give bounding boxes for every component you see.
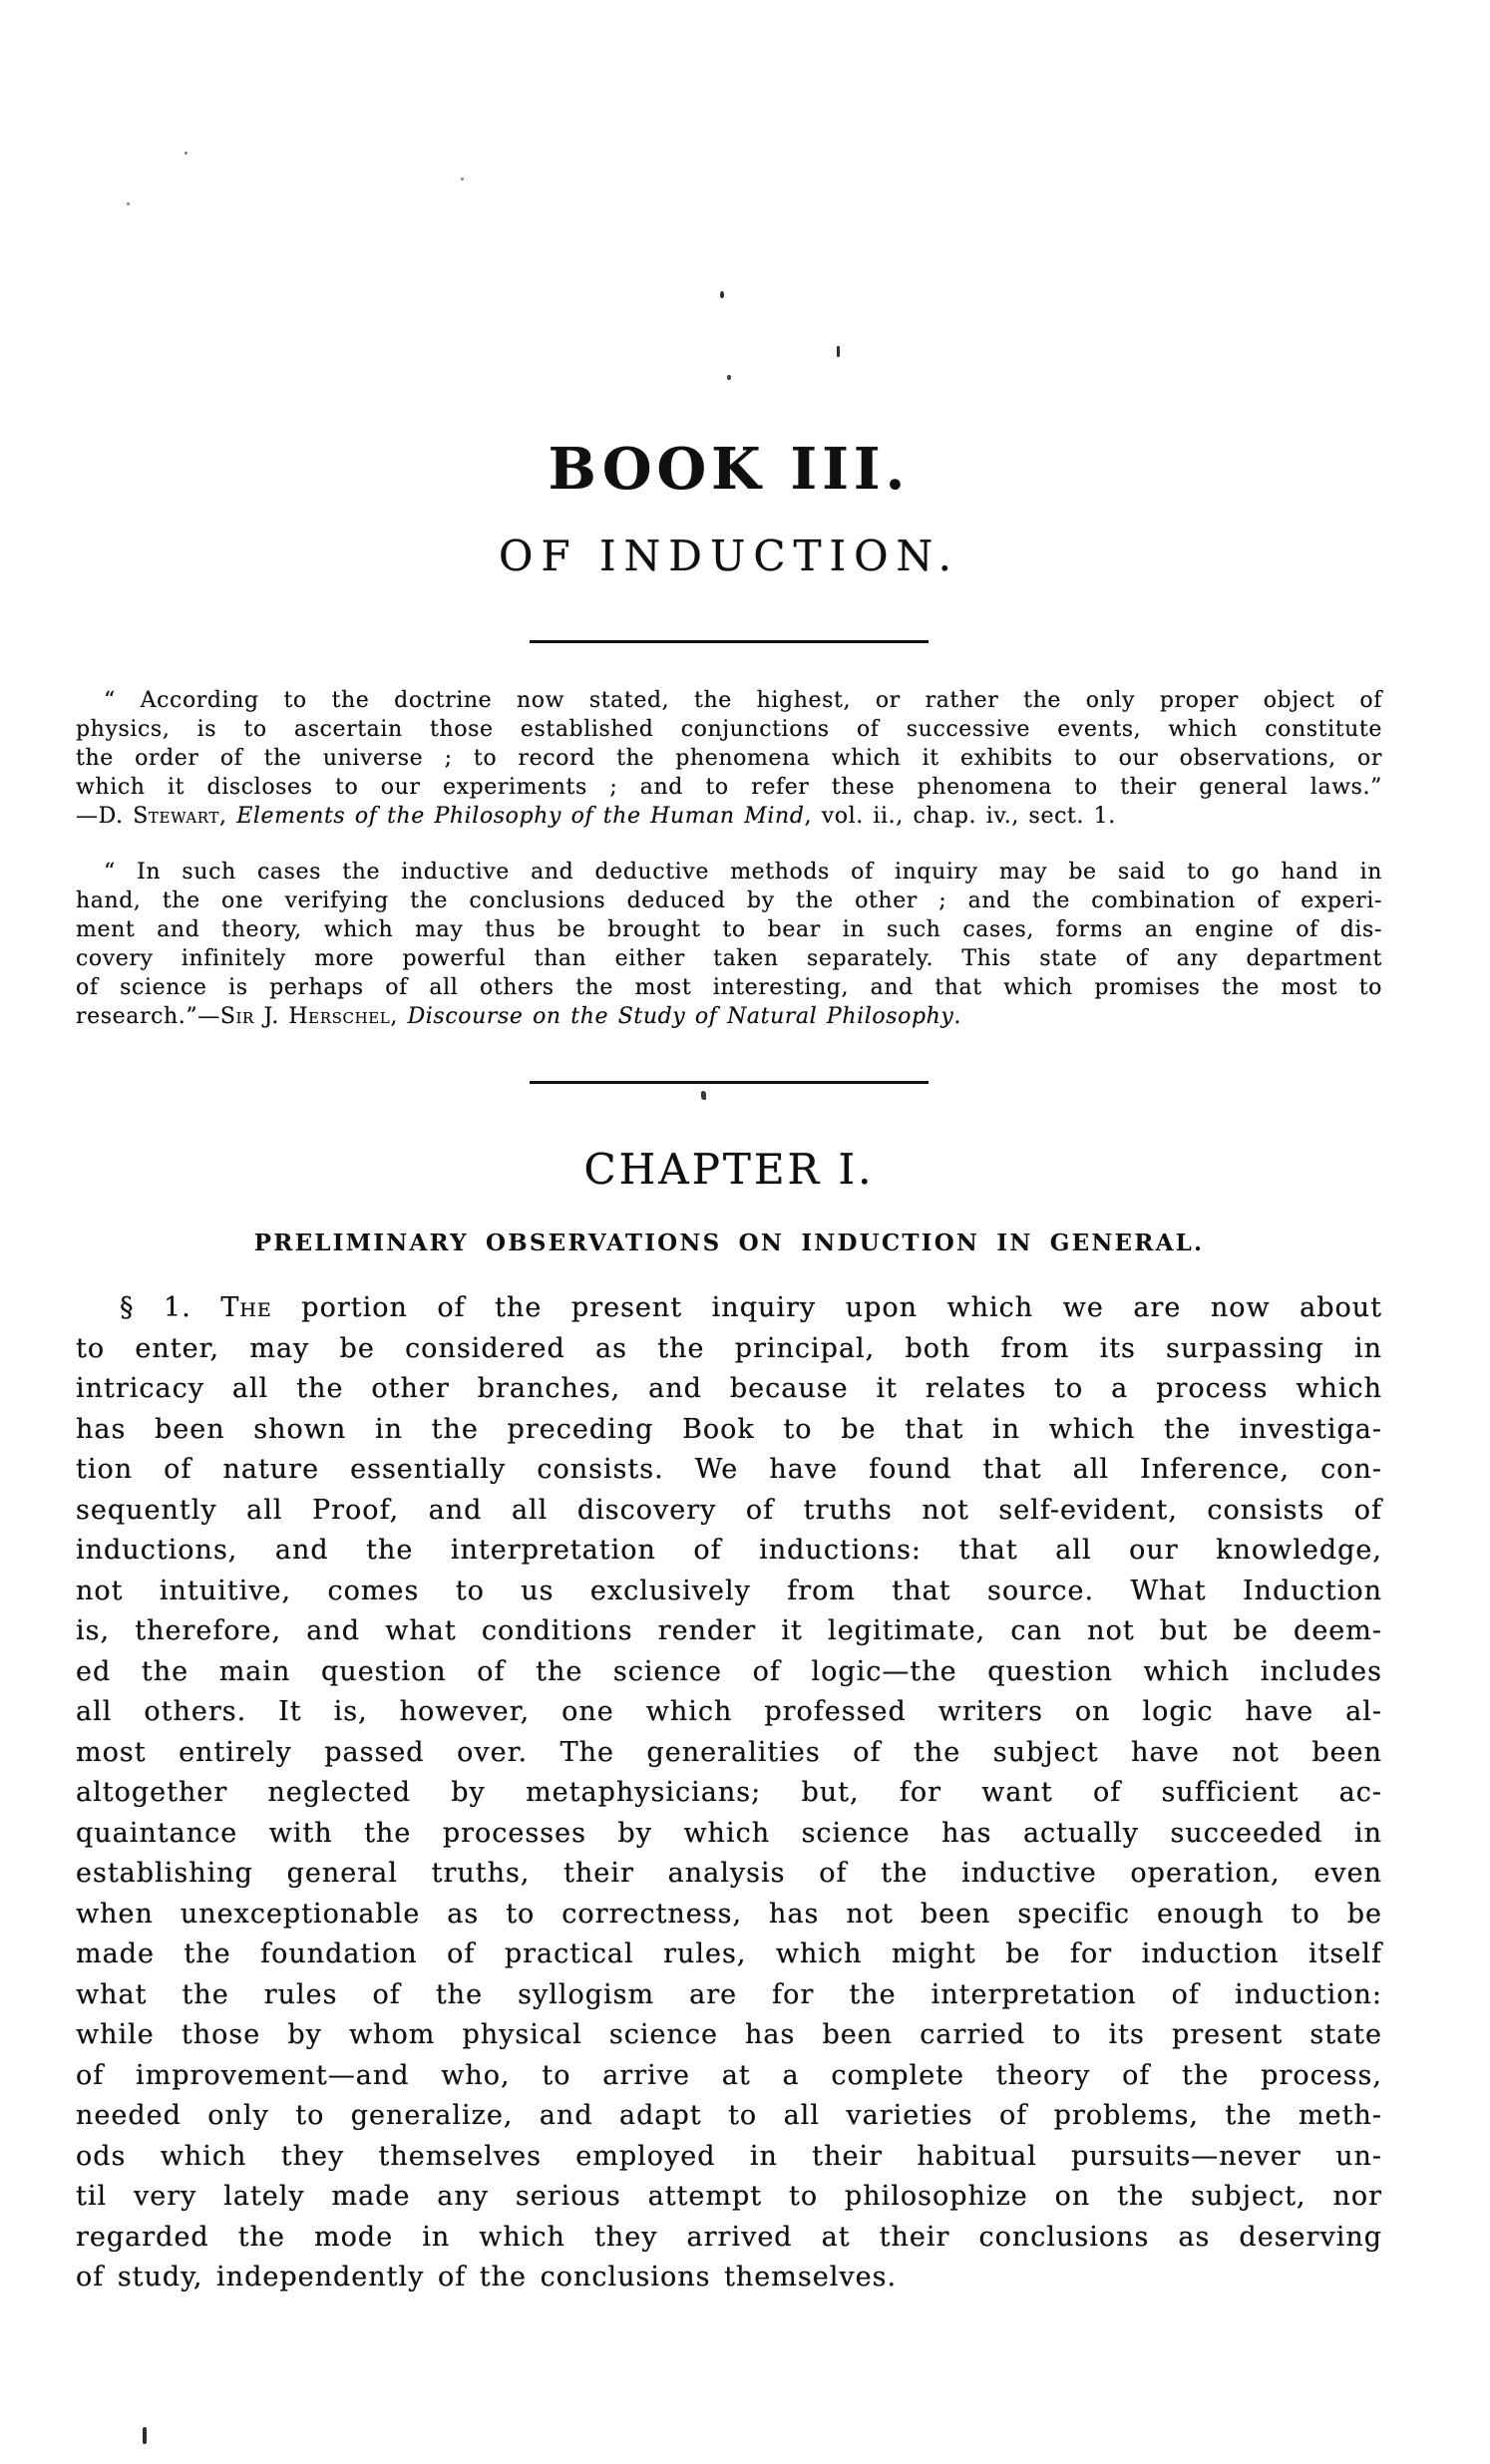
text-segment: hand, the one verifying the conclusions deduced by the other ; and the combination of experi- [76, 888, 1382, 913]
text-segment: Discourse on the Study of Natural Philosophy [407, 1004, 954, 1029]
ink-speck [837, 346, 840, 357]
text-segment: what the rules of the syllogism are for the interpretation of induction: [76, 1978, 1382, 2010]
text-line [76, 1935, 1382, 1975]
text-segment: needed only to generalize, and adapt to all varieties of problems, the meth- [76, 2100, 1382, 2131]
text-segment: altogether neglected by metaphysicians; but, for want of sufficient ac- [76, 1777, 1382, 1808]
text-segment: physics, is to ascertain those established conjunctions of successive events, which constitute [76, 717, 1382, 742]
text-line [76, 1288, 1382, 1329]
ink-speck [701, 1091, 706, 1100]
text-line [76, 1369, 1382, 1410]
text-line [76, 2137, 1382, 2178]
text-line [76, 1975, 1382, 2016]
text-segment: Elements of the Philosophy of the Human Mind [236, 804, 805, 829]
text-segment: the order of the universe ; to record the phenomena which it exhibits to our observations, or [76, 746, 1382, 771]
text-segment: til very lately made any serious attempt to philosophize on the subject, nor [76, 2181, 1382, 2212]
text-segment: regarded the mode in which they arrived at their conclusions as deserving [76, 2221, 1382, 2253]
text-segment: which it discloses to our experiments ; and to refer these phenomena to their general laws.” [76, 775, 1382, 800]
text-segment: quaintance with the processes by which science has actually succeeded in [76, 1817, 1382, 1849]
epigraph-stewart [76, 686, 1382, 831]
text-line [76, 2258, 1382, 2298]
text-segment: ed the main question of the science of logic—the question which includes [76, 1655, 1382, 1687]
text-line [76, 1854, 1382, 1895]
text-segment: , [219, 804, 237, 829]
text-segment: research.”— [76, 1004, 220, 1029]
text-segment: all others. It is, however, one which professed writers on logic have al- [76, 1696, 1382, 1727]
text-line [76, 1652, 1382, 1693]
text-segment: . [953, 1004, 962, 1029]
body-paragraph [76, 1288, 1382, 2298]
text-segment: “ In such cases the inductive and deductive methods of inquiry may be said to go hand in [104, 860, 1382, 884]
text-segment: of improvement—and who, to arrive at a complete theory of the process, [76, 2059, 1382, 2091]
text-segment: not intuitive, comes to us exclusively from that source. What Induction [76, 1575, 1382, 1606]
text-line [76, 1410, 1382, 1451]
text-line [76, 1329, 1382, 1370]
divider-rule-top [530, 640, 929, 643]
text-segment: —D. [76, 804, 134, 829]
ink-speck [461, 177, 464, 180]
text-segment: most entirely passed over. The generalities of the subject have not been [76, 1736, 1382, 1768]
text-segment: “ According to the doctrine now stated, the highest, or rather the only proper object of [104, 688, 1382, 713]
text-line [76, 1692, 1382, 1733]
ink-speck [727, 375, 731, 380]
text-line [76, 802, 1382, 831]
text-segment: § 1. [120, 1292, 221, 1323]
text-line [76, 744, 1382, 773]
text-segment: ment and theory, which may thus be brought to bear in such cases, forms an engine of dis- [76, 917, 1382, 942]
text-segment: of study, independently of the conclusions themselves. [76, 2262, 898, 2292]
text-segment: , [390, 1004, 408, 1029]
text-segment: , vol. ii., chap. iv., sect. 1. [804, 804, 1116, 829]
text-line [76, 1773, 1382, 1814]
text-segment: Stewart [133, 804, 220, 829]
ink-speck [143, 2427, 147, 2444]
text-segment: to enter, may be considered as the principal, both from its surpassing in [76, 1332, 1382, 1364]
text-line [76, 2015, 1382, 2056]
text-segment: is, therefore, and what conditions render it legitimate, can not but be deem- [76, 1615, 1382, 1646]
divider-rule-middle [530, 1081, 929, 1084]
text-line [76, 973, 1382, 1002]
book-subtitle: OF INDUCTION. [499, 531, 959, 580]
text-segment: when unexceptionable as to correctness, has not been specific enough to be [76, 1898, 1382, 1930]
text-segment: Sir J. Herschel [219, 1004, 391, 1029]
text-line [76, 1611, 1382, 1652]
text-line [76, 1895, 1382, 1936]
text-segment: establishing general truths, their analysis of the inductive operation, even [76, 1858, 1382, 1889]
text-segment: intricacy all the other branches, and because it relates to a process which [76, 1373, 1382, 1404]
text-line [76, 886, 1382, 915]
text-line [76, 1814, 1382, 1855]
epigraph-herschel [76, 858, 1382, 1031]
chapter-heading: CHAPTER I. [583, 1145, 875, 1194]
text-line [76, 1531, 1382, 1572]
text-line [76, 2218, 1382, 2259]
text-segment: The [220, 1292, 272, 1323]
text-line [76, 686, 1382, 715]
text-line [76, 944, 1382, 973]
text-line [76, 2096, 1382, 2137]
text-segment: sequently all Proof, and all discovery of truths not self-evident, consists of [76, 1494, 1382, 1526]
text-segment: while those by whom physical science has been carried to its present state [76, 2019, 1382, 2050]
text-line [76, 715, 1382, 744]
text-segment: portion of the present inquiry upon which we are now about [271, 1292, 1382, 1323]
text-line [76, 1491, 1382, 1532]
ink-speck [127, 202, 130, 205]
text-segment: covery infinitely more powerful than either taken separately. This state of any department [76, 946, 1382, 971]
text-segment: has been shown in the preceding Book to be that in which the investiga- [76, 1413, 1382, 1445]
text-line [76, 1572, 1382, 1612]
text-line [76, 1450, 1382, 1491]
book-title: BOOK III. [548, 436, 911, 503]
text-segment: inductions, and the interpretation of inductions: that all our knowledge, [76, 1535, 1382, 1566]
text-line [76, 915, 1382, 944]
ink-speck [185, 152, 187, 155]
chapter-subheading: PRELIMINARY OBSERVATIONS ON INDUCTION IN GENERAL. [253, 1230, 1205, 1256]
text-segment: made the foundation of practical rules, which might be for induction itself [76, 1938, 1382, 1969]
text-segment: of science is perhaps of all others the most interesting, and that which promises the most to [76, 975, 1382, 1000]
text-line [76, 2177, 1382, 2218]
text-line [76, 1002, 1382, 1031]
text-line [76, 1733, 1382, 1774]
text-segment: tion of nature essentially consists. We have found that all Inference, con- [76, 1454, 1382, 1485]
text-line [76, 858, 1382, 886]
text-line [76, 773, 1382, 802]
text-segment: ods which they themselves employed in their habitual pursuits—never un- [76, 2140, 1382, 2172]
text-line [76, 2056, 1382, 2097]
ink-speck [720, 291, 724, 298]
